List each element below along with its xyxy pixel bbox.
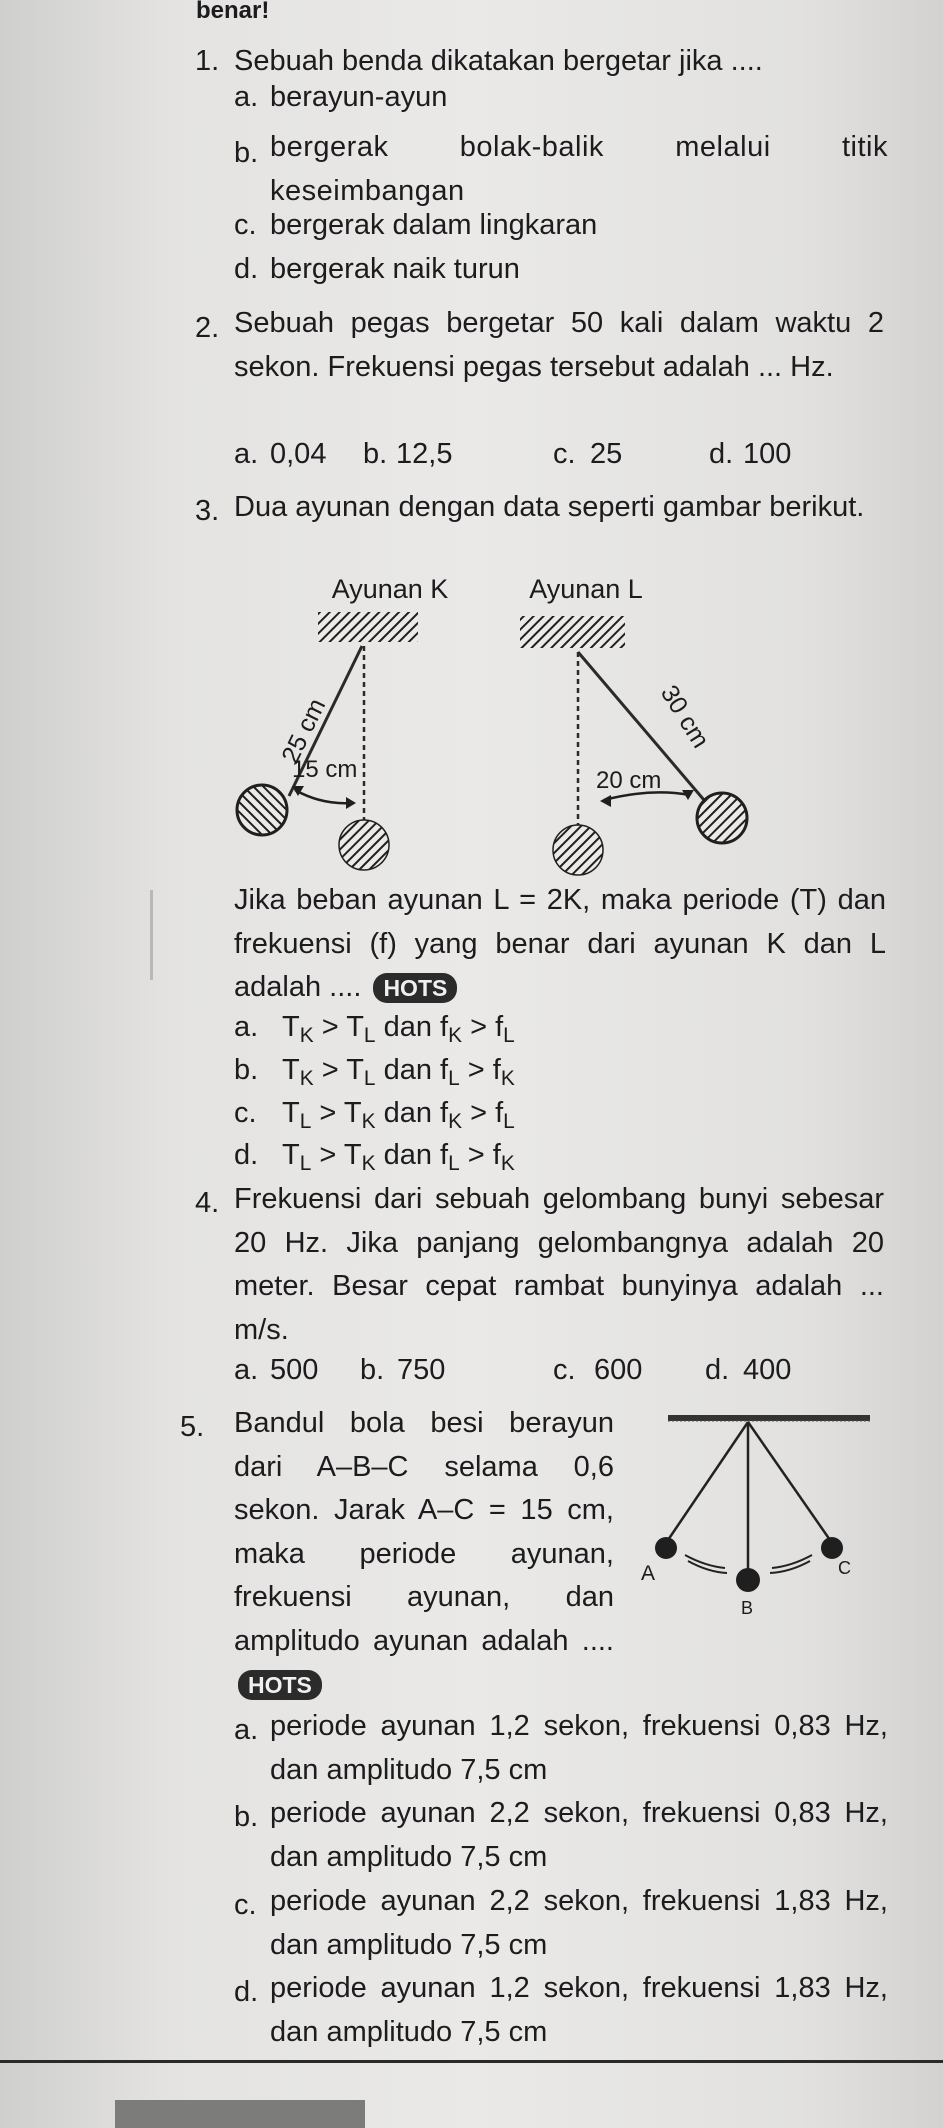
q1-option-a-letter: a. bbox=[234, 81, 259, 113]
q2-option-a-letter: a. bbox=[234, 438, 259, 470]
bandul-arrow-bc bbox=[772, 1555, 812, 1568]
pendulum-k-ceiling bbox=[318, 612, 418, 642]
pendulum-l-title: Ayunan L bbox=[529, 574, 643, 604]
page-edge-scrap bbox=[115, 2100, 365, 2128]
bandul-label-b: B bbox=[741, 1598, 754, 1618]
pendulum-k-title: Ayunan K bbox=[331, 574, 449, 604]
bandul-bob-b bbox=[736, 1568, 760, 1592]
hots-badge-q3: HOTS bbox=[373, 973, 457, 1003]
q1-option-c-letter: c. bbox=[234, 209, 257, 241]
question-5-number: 5. bbox=[180, 1411, 205, 1443]
q2-option-c-letter: c. bbox=[553, 438, 576, 470]
pendulum-k-arc-arrow bbox=[295, 790, 352, 803]
question-3-number: 3. bbox=[195, 495, 220, 527]
question-1-number: 1. bbox=[195, 45, 220, 77]
q5-option-a-text: periode ayunan 1,2 sekon, frekuensi 0,83 Hz, dan amplitudo 7,5 cm bbox=[270, 1710, 888, 1786]
q1-option-b-text: bergerak bolak-balik melalui titik keseimbangan bbox=[270, 131, 888, 207]
q2-option-d-text: 100 bbox=[743, 438, 792, 470]
pendulum-l-arrowhead-left bbox=[600, 795, 611, 807]
pendulum-k-bob-equilibrium bbox=[339, 820, 389, 870]
q4-option-c-letter: c. bbox=[553, 1354, 576, 1386]
q4-option-d-letter: d. bbox=[705, 1354, 730, 1386]
pendulum-figure bbox=[220, 565, 760, 885]
q5-option-a-letter: a. bbox=[234, 1714, 259, 1746]
q4-option-a-letter: a. bbox=[234, 1354, 259, 1386]
q3-option-c-text: $T_L > T_K$ dan $f_K > f_L$ bbox=[282, 1097, 515, 1133]
pendulum-k bbox=[237, 612, 418, 870]
pendulum-l-bob bbox=[697, 793, 747, 843]
pendulum-l-length-label: 30 cm bbox=[654, 680, 715, 753]
q2-option-b-text: 12,5 bbox=[396, 438, 453, 470]
q2-option-a-text: 0,04 bbox=[270, 438, 327, 470]
pendulum-k-arrowhead-right bbox=[346, 797, 356, 809]
q3-option-c-letter: c. bbox=[234, 1097, 257, 1129]
question-4-text: Frekuensi dari sebuah gelombang bunyi sebesar 20 Hz. Jika panjang gelombangnya adalah 20 meter. Besar cepat rambat bunyinya adalah ... m/s. bbox=[234, 1183, 884, 1346]
q5-option-b-text: periode ayunan 2,2 sekon, frekuensi 0,83 Hz, dan amplitudo 7,5 cm bbox=[270, 1797, 888, 1873]
pendulum-l bbox=[520, 616, 747, 875]
q1-option-c-text: bergerak dalam lingkaran bbox=[270, 209, 598, 241]
question-5-text-body: Bandul bola besi berayun dari A–B–C selama 0,6 sekon. Jarak A–C = 15 cm, maka periode ayunan, frekuensi ayunan, dan amplitudo ayunan adalah .... bbox=[234, 1407, 614, 1657]
hots-badge-q5: HOTS bbox=[238, 1670, 322, 1700]
q1-option-b-letter: b. bbox=[234, 137, 259, 169]
q1-option-a-text: berayun-ayun bbox=[270, 81, 448, 113]
question-2-text: Sebuah pegas bergetar 50 kali dalam waktu 2 sekon. Frekuensi pegas tersebut adalah ... Hz. bbox=[234, 307, 884, 383]
pendulum-k-bob bbox=[237, 785, 287, 835]
bandul-bob-c bbox=[821, 1537, 843, 1559]
bottom-rule bbox=[0, 2060, 943, 2063]
bandul-string-c bbox=[748, 1422, 830, 1540]
q4-option-a-text: 500 bbox=[270, 1354, 319, 1386]
bandul-string-a bbox=[668, 1422, 748, 1540]
bandul-label-a: A bbox=[641, 1562, 656, 1585]
q3-option-a-text: $T_K > T_L$ dan $f_K > f_L$ bbox=[282, 1011, 515, 1047]
q1-option-d-letter: d. bbox=[234, 253, 259, 285]
q4-option-b-text: 750 bbox=[397, 1354, 446, 1386]
q4-option-b-letter: b. bbox=[360, 1354, 385, 1386]
header-fragment: benar! bbox=[196, 0, 270, 24]
q5-option-c-text: periode ayunan 2,2 sekon, frekuensi 1,83 Hz, dan amplitudo 7,5 cm bbox=[270, 1885, 888, 1961]
q3-option-b-text: $T_K > T_L$ dan $f_L > f_K$ bbox=[282, 1054, 515, 1090]
q4-option-c-text: 600 bbox=[594, 1354, 643, 1386]
q2-option-b-letter: b. bbox=[363, 438, 388, 470]
question-1-text: Sebuah benda dikatakan bergetar jika .... bbox=[234, 45, 763, 77]
pendulum-k-length-label: 25 cm bbox=[276, 694, 332, 768]
question-5-text bbox=[234, 1402, 614, 1707]
pendulum-k-amplitude-label: 15 cm bbox=[292, 756, 358, 783]
bandul-label-c: C bbox=[838, 1558, 851, 1578]
q5-option-d-text: periode ayunan 1,2 sekon, frekuensi 1,83 Hz, dan amplitudo 7,5 cm bbox=[270, 1972, 888, 2048]
pendulum-l-amplitude-label: 20 cm bbox=[596, 767, 662, 794]
question-4-number: 4. bbox=[195, 1187, 220, 1219]
q1-option-d-text: bergerak naik turun bbox=[270, 253, 520, 285]
q2-option-d-letter: d. bbox=[709, 438, 734, 470]
pendulum-l-bob-equilibrium bbox=[553, 825, 603, 875]
q5-option-d-letter: d. bbox=[234, 1976, 259, 2008]
q5-option-c-letter: c. bbox=[234, 1889, 257, 1921]
q5-option-b-letter: b. bbox=[234, 1801, 259, 1833]
bandul-figure bbox=[620, 1405, 900, 1625]
bandul-bob-a bbox=[655, 1537, 677, 1559]
q3-option-d-letter: d. bbox=[234, 1139, 259, 1171]
question-2-number: 2. bbox=[195, 312, 220, 344]
question-3-text2-body: Jika beban ayunan L = 2K, maka periode (T) dan frekuensi (f) yang benar dari ayunan K dan L adalah .... bbox=[234, 884, 886, 1003]
question-3-text2 bbox=[234, 879, 886, 1010]
q3-option-a-letter: a. bbox=[234, 1011, 259, 1043]
q4-option-d-text: 400 bbox=[743, 1354, 792, 1386]
q2-option-c-text: 25 bbox=[590, 438, 623, 470]
margin-rule bbox=[150, 890, 153, 980]
q3-option-b-letter: b. bbox=[234, 1054, 259, 1086]
question-3-text: Dua ayunan dengan data seperti gambar berikut. bbox=[234, 491, 865, 523]
pendulum-l-ceiling bbox=[520, 616, 625, 648]
q3-option-d-text: $T_L > T_K$ dan $f_L > f_K$ bbox=[282, 1139, 515, 1175]
